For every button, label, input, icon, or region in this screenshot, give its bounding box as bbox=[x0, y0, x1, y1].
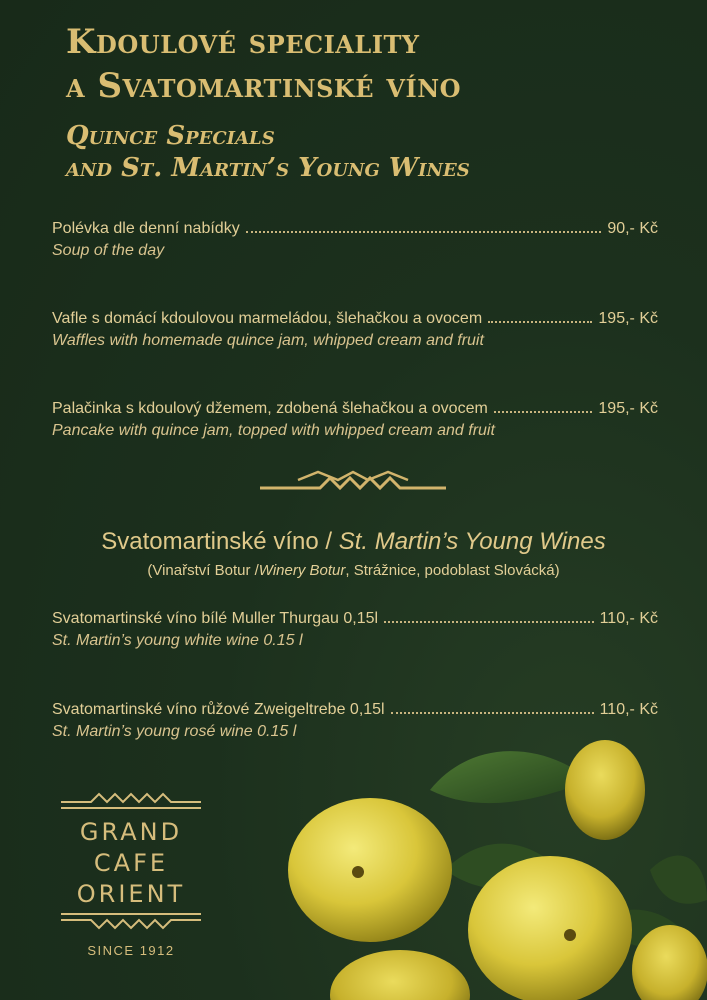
wine-item-white bbox=[52, 608, 658, 652]
item-english: Pancake with quince jam, topped with whipped cream and fruit bbox=[52, 422, 495, 439]
logo-word-orient: ORIENT bbox=[76, 880, 186, 908]
title-czech-line2: a Svatomartinské víno bbox=[66, 66, 462, 106]
dot-leader bbox=[384, 621, 594, 623]
dot-leader bbox=[488, 321, 592, 323]
dot-leader bbox=[494, 411, 593, 413]
menu-item-soup bbox=[52, 218, 658, 262]
winery-suffix: , Strážnice, podoblast Slovácká) bbox=[345, 562, 560, 579]
winery-prefix: (Vinařství Botur / bbox=[147, 562, 259, 579]
item-name: Vafle s domácí kdoulovou marmeládou, šlehačkou a ovocem bbox=[52, 310, 483, 327]
logo-ornament-icon bbox=[56, 788, 206, 812]
quince-fruit-image bbox=[270, 720, 707, 1000]
item-name: Svatomartinské víno růžové Zweigeltrebe 0,15l bbox=[52, 701, 385, 718]
item-price: 110,- Kč bbox=[599, 610, 658, 627]
item-name: Polévka dle denní nabídky bbox=[52, 220, 240, 237]
item-english: St. Martin’s young rosé wine 0.15 l bbox=[52, 723, 297, 740]
wine-section-subtitle bbox=[0, 561, 707, 581]
wine-title-english: St. Martin’s Young Wines bbox=[338, 528, 606, 555]
zigzag-divider-icon bbox=[258, 466, 448, 496]
dot-leader bbox=[391, 712, 594, 714]
logo-word-cafe: CAFE bbox=[93, 849, 169, 877]
grand-cafe-orient-logo bbox=[56, 788, 206, 978]
title-czech bbox=[66, 20, 686, 108]
winery-english: Winery Botur bbox=[258, 562, 346, 579]
title-czech-line1: Kdoulové speciality bbox=[66, 22, 420, 62]
logo-word-grand: GRAND bbox=[79, 818, 183, 846]
wine-section-title bbox=[0, 526, 707, 558]
title-english-line1: Quince Specials bbox=[66, 121, 275, 151]
item-price: 110,- Kč bbox=[599, 701, 658, 718]
item-price: 90,- Kč bbox=[607, 220, 658, 237]
item-price: 195,- Kč bbox=[598, 310, 658, 327]
item-english: Waffles with homemade quince jam, whipped cream and fruit bbox=[52, 332, 484, 349]
menu-item-pancake bbox=[52, 398, 658, 442]
item-english: St. Martin’s young white wine 0.15 l bbox=[52, 632, 303, 649]
title-english bbox=[66, 120, 686, 184]
item-name: Palačinka s kdoulový džemem, zdobená šlehačkou a ovocem bbox=[52, 400, 488, 417]
title-english-line2: and St. Martin’s Young Wines bbox=[66, 153, 470, 183]
menu-item-waffles bbox=[52, 308, 658, 352]
item-english: Soup of the day bbox=[52, 242, 165, 259]
item-name: Svatomartinské víno bílé Muller Thurgau 0,15l bbox=[52, 610, 379, 627]
logo-since: SINCE 1912 bbox=[87, 943, 175, 958]
logo-ornament-icon bbox=[56, 910, 206, 934]
wine-title-czech: Svatomartinské víno / bbox=[101, 528, 339, 555]
item-price: 195,- Kč bbox=[598, 400, 658, 417]
dot-leader bbox=[246, 231, 602, 233]
